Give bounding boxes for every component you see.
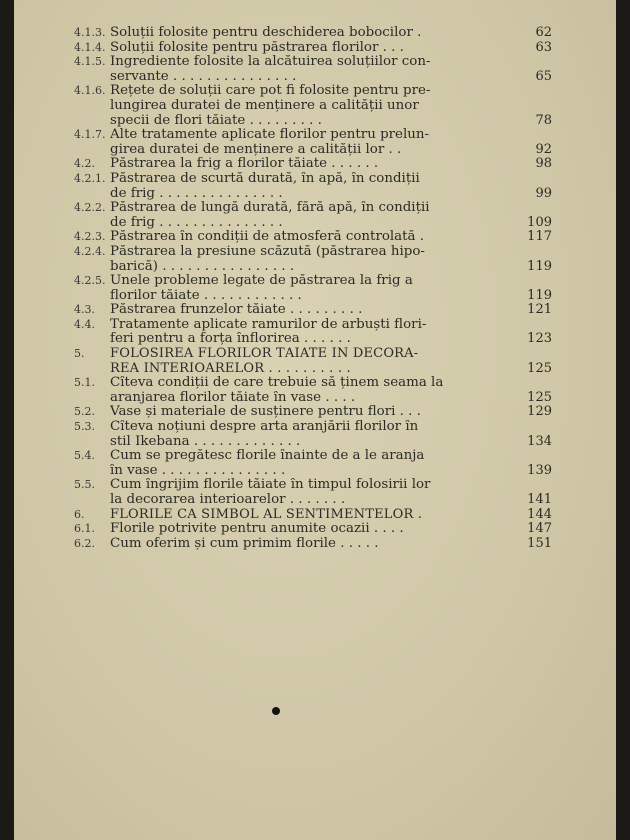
section-number: 5.4. — [74, 449, 95, 463]
title-line: barică) . . . . . . . . . . . . . . . . — [110, 259, 295, 274]
title-line: Rețete de soluții care pot fi folosite pentru pre- — [110, 84, 431, 99]
title-line: Cîteva noțiuni despre arta aranjării florilor în — [110, 420, 419, 435]
section-title — [110, 303, 554, 318]
section-title — [110, 537, 554, 552]
page-number: 119 — [527, 287, 552, 303]
section-number: 4.1.6. — [74, 84, 106, 98]
section-number: 5.3. — [74, 420, 95, 434]
section-number: 4.1.4. — [74, 40, 106, 54]
page-number: 65 — [535, 68, 552, 84]
title-line: Cîteva condiții de care trebuie să ținem seama la — [110, 376, 444, 391]
section-title — [110, 201, 554, 230]
page-number: 119 — [527, 258, 552, 274]
toc-entry — [74, 376, 554, 405]
title-line: Păstrarea de lungă durată, fără apă, în condiții — [110, 201, 430, 216]
title-line: servante . . . . . . . . . . . . . . . — [110, 69, 297, 84]
toc-entry — [74, 318, 554, 347]
title-line: FOLOSIREA FLORILOR TĂIATE ÎN DECORA- — [110, 347, 419, 362]
section-title — [110, 230, 554, 245]
toc-entry — [74, 420, 554, 449]
section-number: 4.1.7. — [74, 128, 106, 142]
title-line: FLORILE CA SIMBOL AL SENTIMENTELOR . — [110, 507, 423, 522]
title-line: feri pentru a forța înflorirea . . . . . . — [110, 332, 351, 347]
page-number: 151 — [527, 535, 552, 551]
title-line: Tratamente aplicate ramurilor de arbuști flori- — [110, 317, 427, 332]
section-title — [110, 172, 554, 201]
book-page — [14, 0, 616, 840]
title-line: aranjarea florilor tăiate în vase . . . . — [110, 390, 356, 405]
section-title — [110, 405, 554, 420]
section-number: 5.2. — [74, 405, 95, 419]
section-number: 4.2. — [74, 157, 95, 171]
page-number: 78 — [535, 112, 552, 128]
title-line: lungirea duratei de menținere a calității unor — [110, 98, 419, 113]
section-number: 4.2.2. — [74, 201, 106, 215]
page-number: 139 — [527, 462, 552, 478]
page-number: 98 — [535, 156, 552, 172]
toc-entry — [74, 201, 554, 230]
section-number: 6.1. — [74, 522, 95, 536]
section-title — [110, 318, 554, 347]
title-line: de frig . . . . . . . . . . . . . . . — [110, 186, 283, 201]
section-number: 6.2. — [74, 536, 95, 550]
section-title — [110, 522, 554, 537]
page-number: 99 — [535, 185, 552, 201]
toc-entry — [74, 303, 554, 318]
title-line: Cum îngrijim florile tăiate în timpul folosirii lor — [110, 478, 431, 493]
section-number: 4.2.4. — [74, 244, 106, 258]
toc-entry — [74, 41, 554, 56]
section-title — [110, 449, 554, 478]
page-number: 129 — [527, 404, 552, 420]
title-line: Alte tratamente aplicate florilor pentru prelun- — [110, 128, 430, 143]
title-line: Păstrarea la presiune scăzută (păstrarea hipo- — [110, 244, 425, 259]
section-number: 4.1.5. — [74, 55, 106, 69]
section-title — [110, 157, 554, 172]
toc-entry — [74, 508, 554, 523]
section-number: 4.3. — [74, 303, 95, 317]
title-line: în vase . . . . . . . . . . . . . . . — [110, 463, 286, 478]
title-line: stil Ikebana . . . . . . . . . . . . . — [110, 434, 301, 449]
page-number: 125 — [527, 389, 552, 405]
toc-entry — [74, 84, 554, 128]
section-title — [110, 245, 554, 274]
toc-entry — [74, 172, 554, 201]
section-title — [110, 41, 554, 56]
title-line: girea duratei de menținere a calității lor . . — [110, 142, 402, 157]
toc-entry — [74, 55, 554, 84]
title-line: Păstrarea la frig a florilor tăiate . . . . . . — [110, 157, 379, 172]
page-number: 92 — [535, 141, 552, 157]
toc-entry — [74, 478, 554, 507]
section-number: 4.2.5. — [74, 274, 106, 288]
page-number: 144 — [527, 506, 552, 522]
title-line: de frig . . . . . . . . . . . . . . . — [110, 215, 283, 230]
section-title — [110, 420, 554, 449]
page-number: 62 — [535, 25, 552, 40]
title-line: la decorarea interioarelor . . . . . . . — [110, 493, 346, 507]
section-title — [110, 55, 554, 84]
section-number: 4.1.3. — [74, 26, 106, 39]
toc-entry — [74, 274, 554, 303]
section-number: 6. — [74, 507, 85, 521]
toc-entry — [74, 157, 554, 172]
toc-entry — [74, 230, 554, 245]
title-line: Cum se pregătesc florile înainte de a le aranja — [110, 449, 425, 464]
section-title — [110, 508, 554, 523]
section-title — [110, 478, 554, 507]
title-line: Vase și materiale de susținere pentru flori . . . — [110, 405, 421, 420]
toc-entry — [74, 449, 554, 478]
section-title — [110, 128, 554, 157]
page-number: 134 — [527, 433, 552, 449]
title-line: Soluții folosite pentru deschiderea bobocilor . — [110, 26, 422, 40]
section-number: 4.2.1. — [74, 171, 106, 185]
table-of-contents — [74, 26, 554, 551]
toc-entry — [74, 405, 554, 420]
page-number: 121 — [527, 302, 552, 318]
page-number: 147 — [527, 521, 552, 537]
toc-entry — [74, 26, 554, 41]
title-line: Cum oferim și cum primim florile . . . . . — [110, 536, 379, 551]
title-line: Florile potrivite pentru anumite ocazii . . . . — [110, 522, 404, 537]
section-title — [110, 347, 554, 376]
page-number: 123 — [527, 331, 552, 347]
toc-entry — [74, 347, 554, 376]
title-line: REA INTERIOARELOR . . . . . . . . . . — [110, 361, 351, 376]
ink-spot — [272, 707, 280, 715]
title-line: Ingrediente folosite la alcătuirea soluțiilor con- — [110, 55, 431, 70]
section-number: 4.2.3. — [74, 230, 106, 244]
toc-entry — [74, 522, 554, 537]
section-title — [110, 84, 554, 128]
title-line: Unele probleme legate de păstrarea la frig a — [110, 274, 413, 289]
section-number: 5.1. — [74, 376, 95, 390]
section-number: 5. — [74, 347, 85, 361]
title-line: specii de flori tăiate . . . . . . . . . — [110, 113, 322, 128]
page-number: 117 — [527, 229, 552, 245]
toc-entry — [74, 245, 554, 274]
section-title — [110, 274, 554, 303]
title-line: Soluții folosite pentru păstrarea florilor . . . — [110, 40, 404, 55]
page-number: 63 — [535, 39, 552, 55]
toc-entry — [74, 128, 554, 157]
section-number: 5.5. — [74, 478, 95, 492]
section-number: 4.4. — [74, 317, 95, 331]
toc-entry — [74, 537, 554, 552]
page-number: 109 — [527, 214, 552, 230]
title-line: florilor tăiate . . . . . . . . . . . . — [110, 288, 302, 303]
title-line: Păstrarea în condiții de atmosferă controlată . — [110, 230, 425, 245]
title-line: Păstrarea de scurtă durată, în apă, în condiții — [110, 171, 420, 186]
page-number: 141 — [527, 492, 552, 507]
section-title — [110, 26, 554, 41]
section-title — [110, 376, 554, 405]
title-line: Păstrarea frunzelor tăiate . . . . . . . . . — [110, 303, 363, 318]
page-number: 125 — [527, 360, 552, 376]
